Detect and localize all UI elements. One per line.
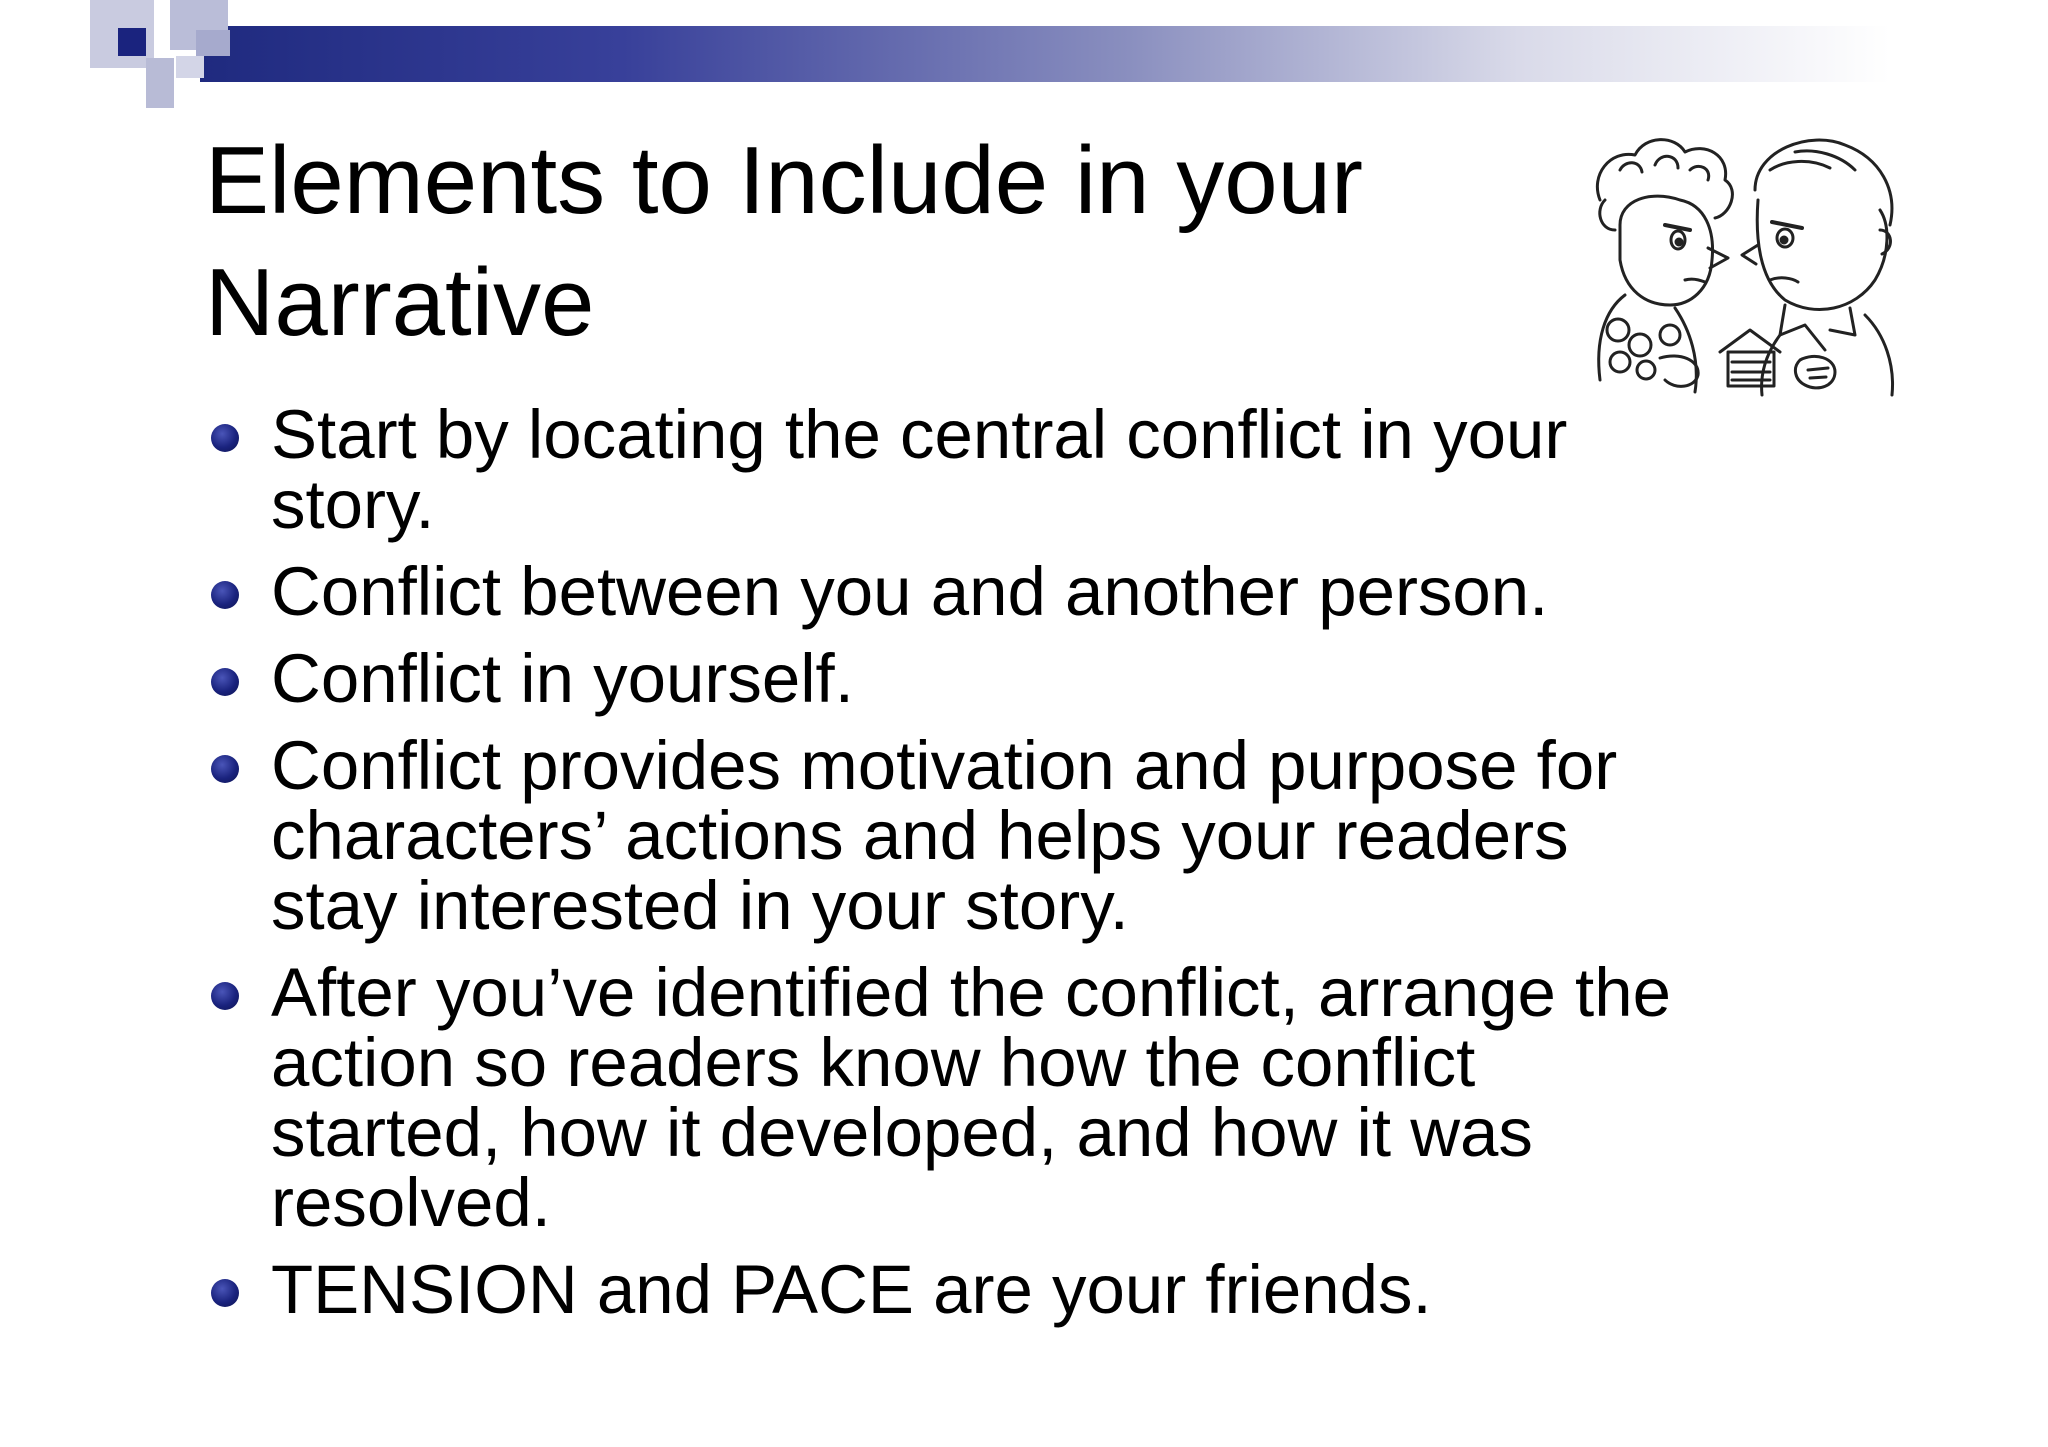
bullet-dot-icon xyxy=(211,581,239,609)
bullet-item xyxy=(205,954,1705,1241)
bullet-dot-icon xyxy=(211,755,239,783)
bullet-item xyxy=(205,727,1705,944)
bullet-text: Start by locating the central conflict in your story. xyxy=(271,396,1568,543)
bullet-item xyxy=(205,1251,1705,1328)
bullet-dot-icon xyxy=(211,668,239,696)
bullet-item xyxy=(205,640,1705,717)
header-decoration-square xyxy=(176,56,204,78)
bullet-text: Conflict provides motivation and purpose for characters’ actions and helps your readers stay interested in your story. xyxy=(271,727,1618,944)
header-decoration-square xyxy=(196,30,230,56)
bullet-text: TENSION and PACE are your friends. xyxy=(271,1251,1432,1328)
bullet-text: Conflict in yourself. xyxy=(271,640,854,717)
header-decoration-square-dark xyxy=(118,28,146,56)
bullet-text: After you’ve identified the conflict, arrange the action so readers know how the conflict started, how it developed, and how it was resolved. xyxy=(271,954,1671,1241)
bullet-dot-icon xyxy=(211,982,239,1010)
bullet-dot-icon xyxy=(211,1279,239,1307)
slide-title: Elements to Include in your Narrative xyxy=(205,127,1363,356)
bullet-item xyxy=(205,553,1705,630)
header-decoration-square xyxy=(146,58,174,108)
bullet-item xyxy=(205,396,1705,543)
bullet-text: Conflict between you and another person. xyxy=(271,553,1549,630)
two-people-arguing-cartoon-icon xyxy=(1580,130,1900,400)
bullet-dot-icon xyxy=(211,424,239,452)
bullet-list xyxy=(205,396,1705,1342)
header-gradient-bar xyxy=(200,26,1890,82)
